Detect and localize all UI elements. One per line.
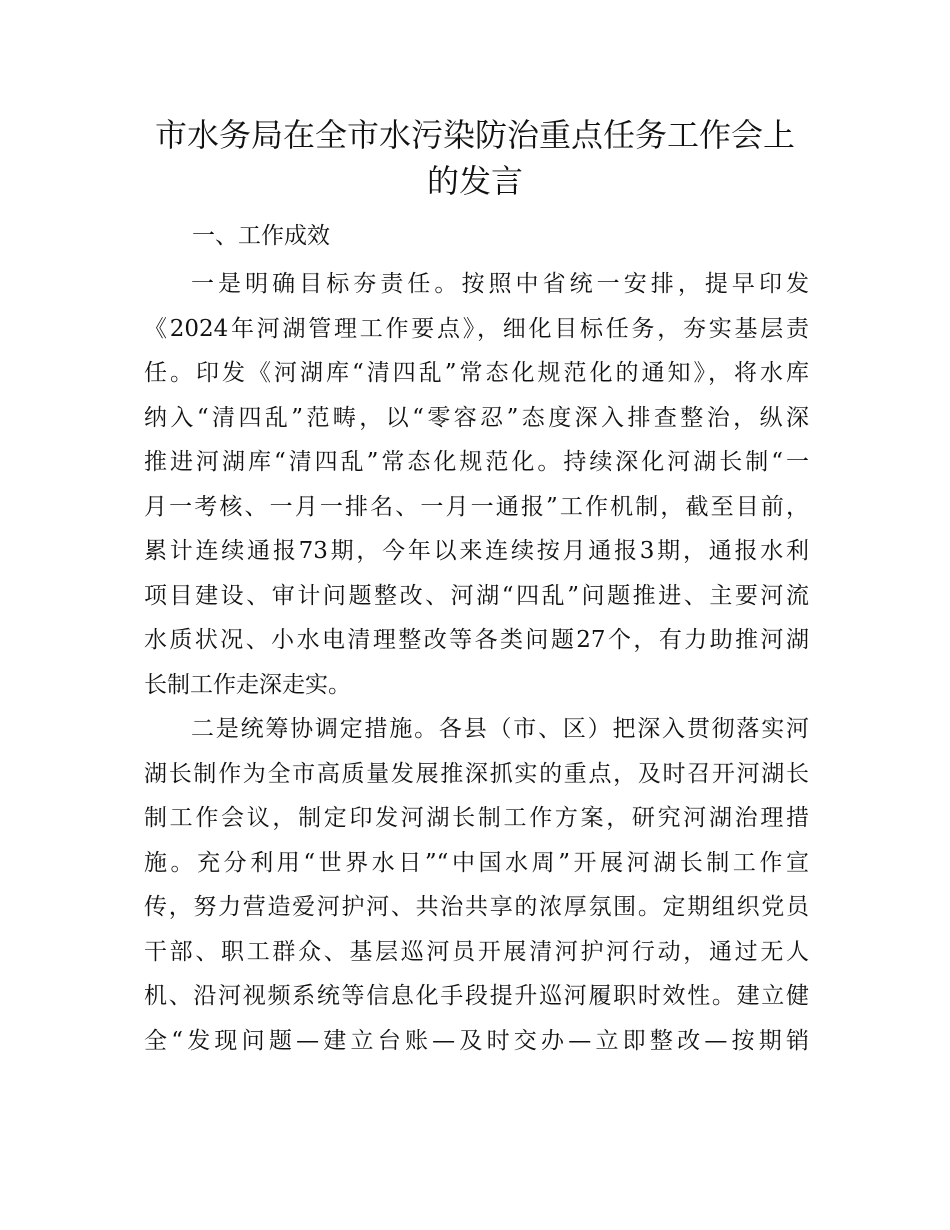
paragraph-1-line: 累计连续通报73期，今年以来连续按月通报3期，通报水利	[144, 538, 809, 564]
paragraph-1-line: 一是明确目标夯责任。按照中省统一安排，提早印发	[191, 271, 809, 297]
paragraph-2-line: 机、沿河视频系统等信息化手段提升巡河履职时效性。建立健	[144, 983, 809, 1009]
paragraph-2-line: 湖长制作为全市高质量发展推深抓实的重点，及时召开河湖长	[144, 760, 809, 787]
paragraph-1-line: 推进河湖库“清四乱”常态化规范化。持续深化河湖长制“一	[144, 449, 809, 475]
paragraph-2-line: 施。充分利用“世界水日”“中国水周”开展河湖长制工作宣	[144, 849, 809, 876]
paragraph-2-line: 二是统筹协调定措施。各县（市、区）把深入贯彻落实河	[191, 716, 809, 742]
paragraph-1-line: 任。印发《河湖库“清四乱”常态化规范化的通知》，将水库	[144, 360, 809, 386]
paragraph-1-line: 长制工作走深走实。	[144, 671, 351, 698]
paragraph-2-line: 干部、职工群众、基层巡河员开展清河护河行动，通过无人	[144, 938, 809, 965]
section-heading-work-results: 一、工作成效	[192, 223, 330, 249]
document-title	[140, 112, 810, 204]
paragraph-2-line: 全“发现问题—建立台账—及时交办—立即整改—按期销	[144, 1027, 809, 1054]
paragraph-1-line: 水质状况、小水电清理整改等各类问题27个，有力助推河湖	[144, 627, 809, 653]
paragraph-2-line: 传，努力营造爱河护河、共治共享的浓厚氛围。定期组织党员	[144, 894, 809, 920]
document-title-line-2: 的发言	[426, 162, 523, 200]
paragraph-2	[144, 707, 809, 1063]
paragraph-1	[144, 262, 809, 707]
paragraph-1-line: 项目建设、审计问题整改、河湖“四乱”问题推进、主要河流	[144, 582, 809, 609]
paragraph-2-line: 制工作会议，制定印发河湖长制工作方案，研究河湖治理措	[144, 805, 809, 831]
paragraph-1-line: 纳入“清四乱”范畴，以“零容忍”态度深入排查整治，纵深	[144, 404, 809, 431]
paragraph-1-line: 月一考核、一月一排名、一月一通报”工作机制，截至目前，	[144, 493, 809, 520]
paragraph-1-line: 《2024年河湖管理工作要点》，细化目标任务，夯实基层责	[144, 315, 809, 342]
document-title-line-1: 市水务局在全市水污染防治重点任务工作会上	[154, 116, 795, 154]
